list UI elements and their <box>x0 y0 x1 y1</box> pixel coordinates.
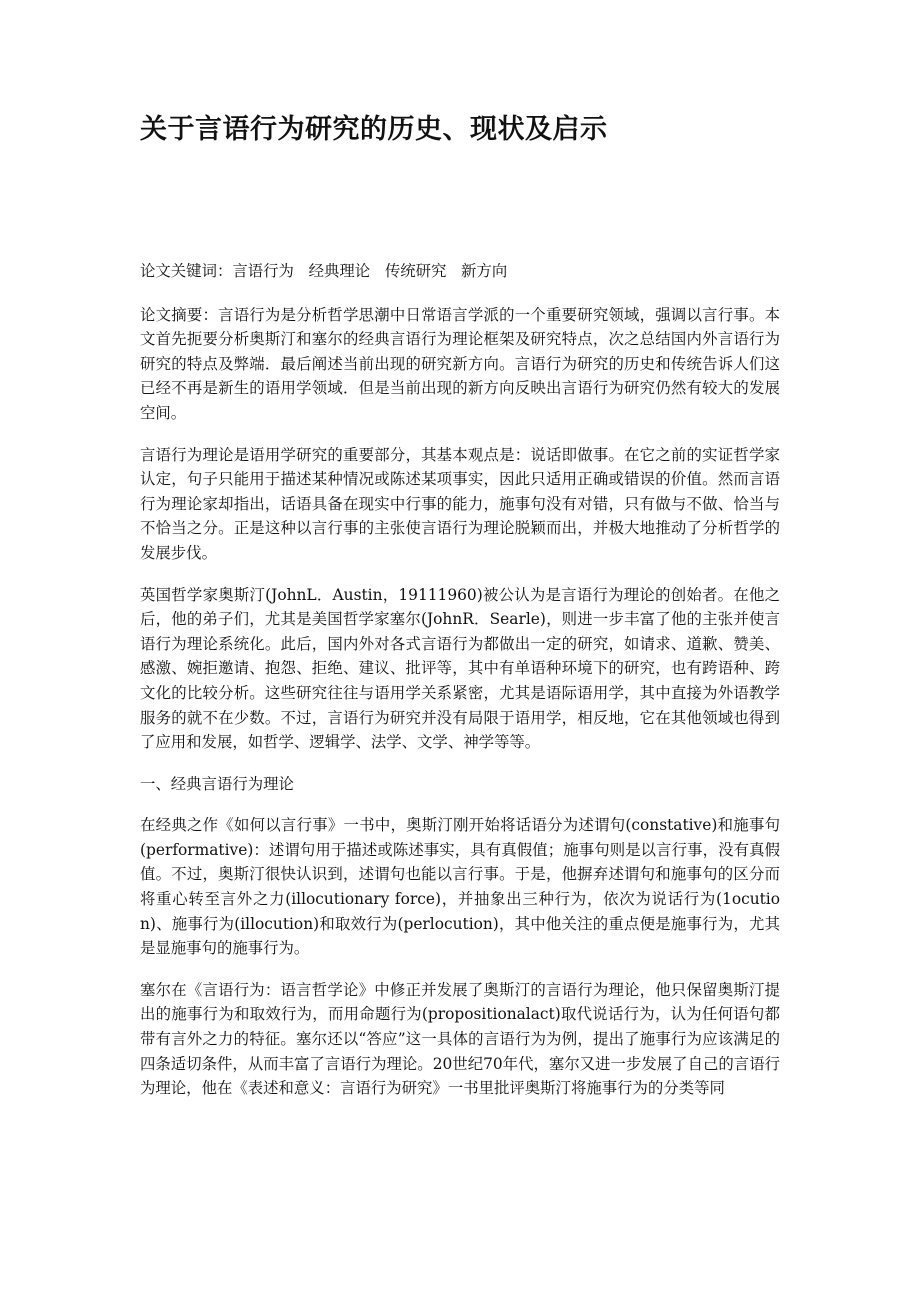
austin-paragraph: 在经典之作《如何以言行事》一书中，奥斯汀刚开始将话语分为述谓句(constative)和施事句(performative)：述谓句用于描述或陈述事实，具有真假值；施事句则是以言行事，没有真假值。不过，奥斯汀很快认识到，述谓句也能以言行事。于是，他摒弃述谓句和施事句的区分而将重心转至言外之力(illocutionary force)，并抽象出三种行为，依次为说话行为(1ocution)、施事行为(illocution)和取效行为(perlocution)，其中他关注的重点便是施事行为，尤其是显施事句的施事行为。 <box>140 816 780 958</box>
searle-paragraph: 塞尔在《言语行为：语言哲学论》中修正并发展了奥斯汀的言语行为理论，他只保留奥斯汀提出的施事行为和取效行为，而用命题行为(propositionalact)取代说话行为，认为任何语句都带有言外之力的特征。塞尔还以“答应”这一具体的言语行为为例，提出了施事行为应该满足的四条适切条件，从而丰富了言语行为理论。20世纪70年代，塞尔又进一步发展了自己的言语行为理论，他在《表述和意义：言语行为研究》一书里批评奥斯汀将施事行为的分类等同 <box>140 980 780 1098</box>
document-title: 关于言语行为研究的历史、现状及启示 <box>140 114 608 145</box>
history-paragraph: 英国哲学家奥斯汀(JohnL．Austin，19111960)被公认为是言语行为理论的创始者。在他之后，他的弟子们，尤其是美国哲学家塞尔(JohnR．Searle)，则进一步丰富了他的主张并使言语行为理论系统化。此后，国内外对各式言语行为都做出一定的研究，如请求、道歉、赞美、感激、婉拒邀请、抱怨、拒绝、建议、批评等，其中有单语种环境下的研究，也有跨语种、跨文化的比较分析。这些研究往往与语用学关系紧密，尤其是语际语用学，其中直接为外语教学服务的就不在少数。不过，言语行为研究并没有局限于语用学，相反地，它在其他领域也得到了应用和发展，如哲学、逻辑学、法学、文学、神学等等。 <box>140 585 780 752</box>
section-heading: 一、经典言语行为理论 <box>140 774 294 793</box>
intro-paragraph: 言语行为理论是语用学研究的重要部分，其基本观点是：说话即做事。在它之前的实证哲学家认定，句子只能用于描述某种情况或陈述某项事实，因此只适用正确或错误的价值。然而言语行为理论家却指出，话语具备在现实中行事的能力，施事句没有对错，只有做与不做、恰当与不恰当之分。正是这种以言行事的主张使言语行为理论脱颖而出，并极大地推动了分析哲学的发展步伐。 <box>140 445 780 562</box>
keywords-line: 论文关键词：言语行为 经典理论 传统研究 新方向 <box>140 262 508 280</box>
document-body <box>140 259 780 1118</box>
abstract-paragraph: 论文摘要：言语行为是分析哲学思潮中日常语言学派的一个重要研究领域，强调以言行事。本文首先扼要分析奥斯汀和塞尔的经典言语行为理论框架及研究特点，次之总结国内外言语行为研究的特点及弊端．最后阐述当前出现的研究新方向。言语行为研究的历史和传统告诉人们这已经不再是新生的语用学领域．但是当前出现的新方向反映出言语行为研究仍然有较大的发展空间。 <box>140 305 780 422</box>
